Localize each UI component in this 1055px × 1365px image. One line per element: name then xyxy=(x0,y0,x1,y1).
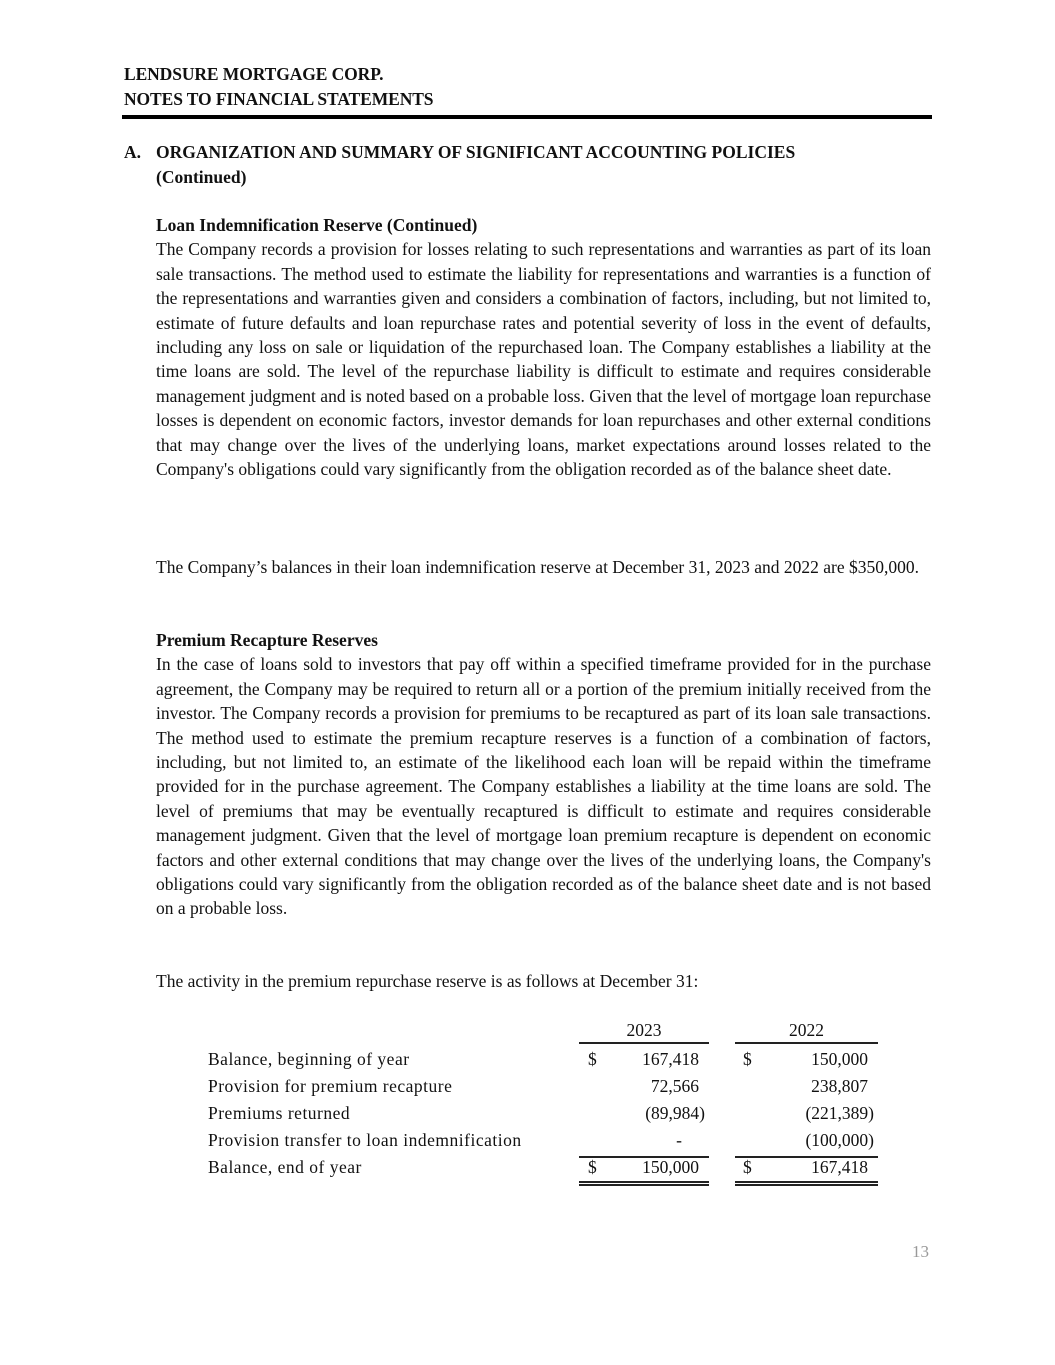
section-letter: A. xyxy=(124,142,142,162)
document-title: NOTES TO FINANCIAL STATEMENTS xyxy=(124,89,434,109)
table-row xyxy=(208,1100,888,1127)
premium-recapture-paragraph: In the case of loans sold to investors that pay off within a specified timeframe provided for in the purchase agreement, the Company may be required to return all or a portion of the premium initially received from the investor. The Company records a provision for premiums to be recaptured as part of its loan sale transactions. The method used to estimate the premium recapture reserves is a function of a combination of factors, including, but not limited to, an estimate of the likelihood each loan will be repaid within the timeframe provided for in the purchase agreement. The Company establishes a liability at the time loans are sold. The level of premiums that may be eventually recaptured is difficult to estimate and requires considerable management judgment. Given that the level of mortgage loan premium recapture is dependent on economic factors and other external conditions that may change over the lives of the underlying loans, the Company's obligations could vary significantly from the obligation recorded as of the balance sheet date and is not based on a probable loss. xyxy=(156,654,931,919)
currency-symbol: $ xyxy=(588,1157,597,1177)
currency-symbol: $ xyxy=(743,1157,752,1177)
company-name: LENDSURE MORTGAGE CORP. xyxy=(124,64,384,84)
loan-indemnification-paragraph: The Company records a provision for losses relating to such representations and warranties as part of its loan sale transactions. The method used to estimate the liability for representations and warranties is a function of the representations and warranties given and considers a combination of factors, including, but not limited to, estimate of future defaults and loan repurchase rates and potential severity of loss in the event of defaults, including any loss on sale or liquidation of the repurchased loan. The Company establishes a liability at the time loans are sold. The level of the repurchase liability is difficult to estimate and requires considerable management judgment and is noted based on a probable loss. Given that the level of mortgage loan repurchase losses is dependent on economic factors, investor demands for loan repurchases and other external conditions that may change over the lives of the underlying loans, market expectations around losses related to the Company's obligations could vary significantly from the obligation recorded as of the balance sheet date. xyxy=(156,239,931,480)
row-label: Provision transfer to loan indemnification xyxy=(208,1130,522,1150)
section-heading xyxy=(124,140,795,190)
total-double-rule-2023 xyxy=(579,1181,709,1186)
activity-intro xyxy=(156,969,931,993)
column-header-2023: 2023 xyxy=(579,1018,709,1044)
section-continued: (Continued) xyxy=(156,167,247,187)
column-header-2022: 2022 xyxy=(735,1018,878,1044)
value-2023: 167,418 xyxy=(642,1049,699,1069)
table-row xyxy=(208,1046,888,1073)
table-row xyxy=(208,1073,888,1100)
activity-intro-text: The activity in the premium repurchase reserve is as follows at December 31: xyxy=(156,971,699,991)
row-label: Premiums returned xyxy=(208,1103,351,1123)
page-header xyxy=(124,62,433,112)
page-number: 13 xyxy=(912,1242,929,1261)
currency-symbol: $ xyxy=(743,1049,752,1069)
total-double-rule-2022 xyxy=(735,1181,878,1186)
balance-paragraph: The Company’s balances in their loan indemnification reserve at December 31, 2023 and 2022 are $350,000. xyxy=(156,557,919,577)
value-2022: (221,389) xyxy=(805,1103,874,1123)
value-2023: - xyxy=(676,1130,682,1150)
premium-recapture-heading: Premium Recapture Reserves xyxy=(156,630,378,650)
value-2023: 72,566 xyxy=(650,1076,699,1096)
value-2023: (89,984) xyxy=(645,1103,705,1123)
loan-indemnification-section xyxy=(156,213,931,481)
header-divider xyxy=(122,115,932,119)
row-label: Balance, end of year xyxy=(208,1157,362,1177)
currency-symbol: $ xyxy=(588,1049,597,1069)
row-label: Provision for premium recapture xyxy=(208,1076,453,1096)
row-label: Balance, beginning of year xyxy=(208,1049,410,1069)
value-2022: 150,000 xyxy=(811,1049,868,1069)
value-2022: 238,807 xyxy=(811,1076,868,1096)
premium-recapture-section xyxy=(156,628,931,921)
table-row xyxy=(208,1127,888,1154)
value-2023: 150,000 xyxy=(642,1157,699,1177)
loan-indemnification-heading: Loan Indemnification Reserve (Continued) xyxy=(156,215,478,235)
section-title: ORGANIZATION AND SUMMARY OF SIGNIFICANT ACCOUNTING POLICIES xyxy=(156,142,796,162)
loan-indemnification-balance xyxy=(156,555,931,579)
value-2022: (100,000) xyxy=(805,1130,874,1150)
value-2022: 167,418 xyxy=(811,1157,868,1177)
table-row-total xyxy=(208,1154,888,1181)
